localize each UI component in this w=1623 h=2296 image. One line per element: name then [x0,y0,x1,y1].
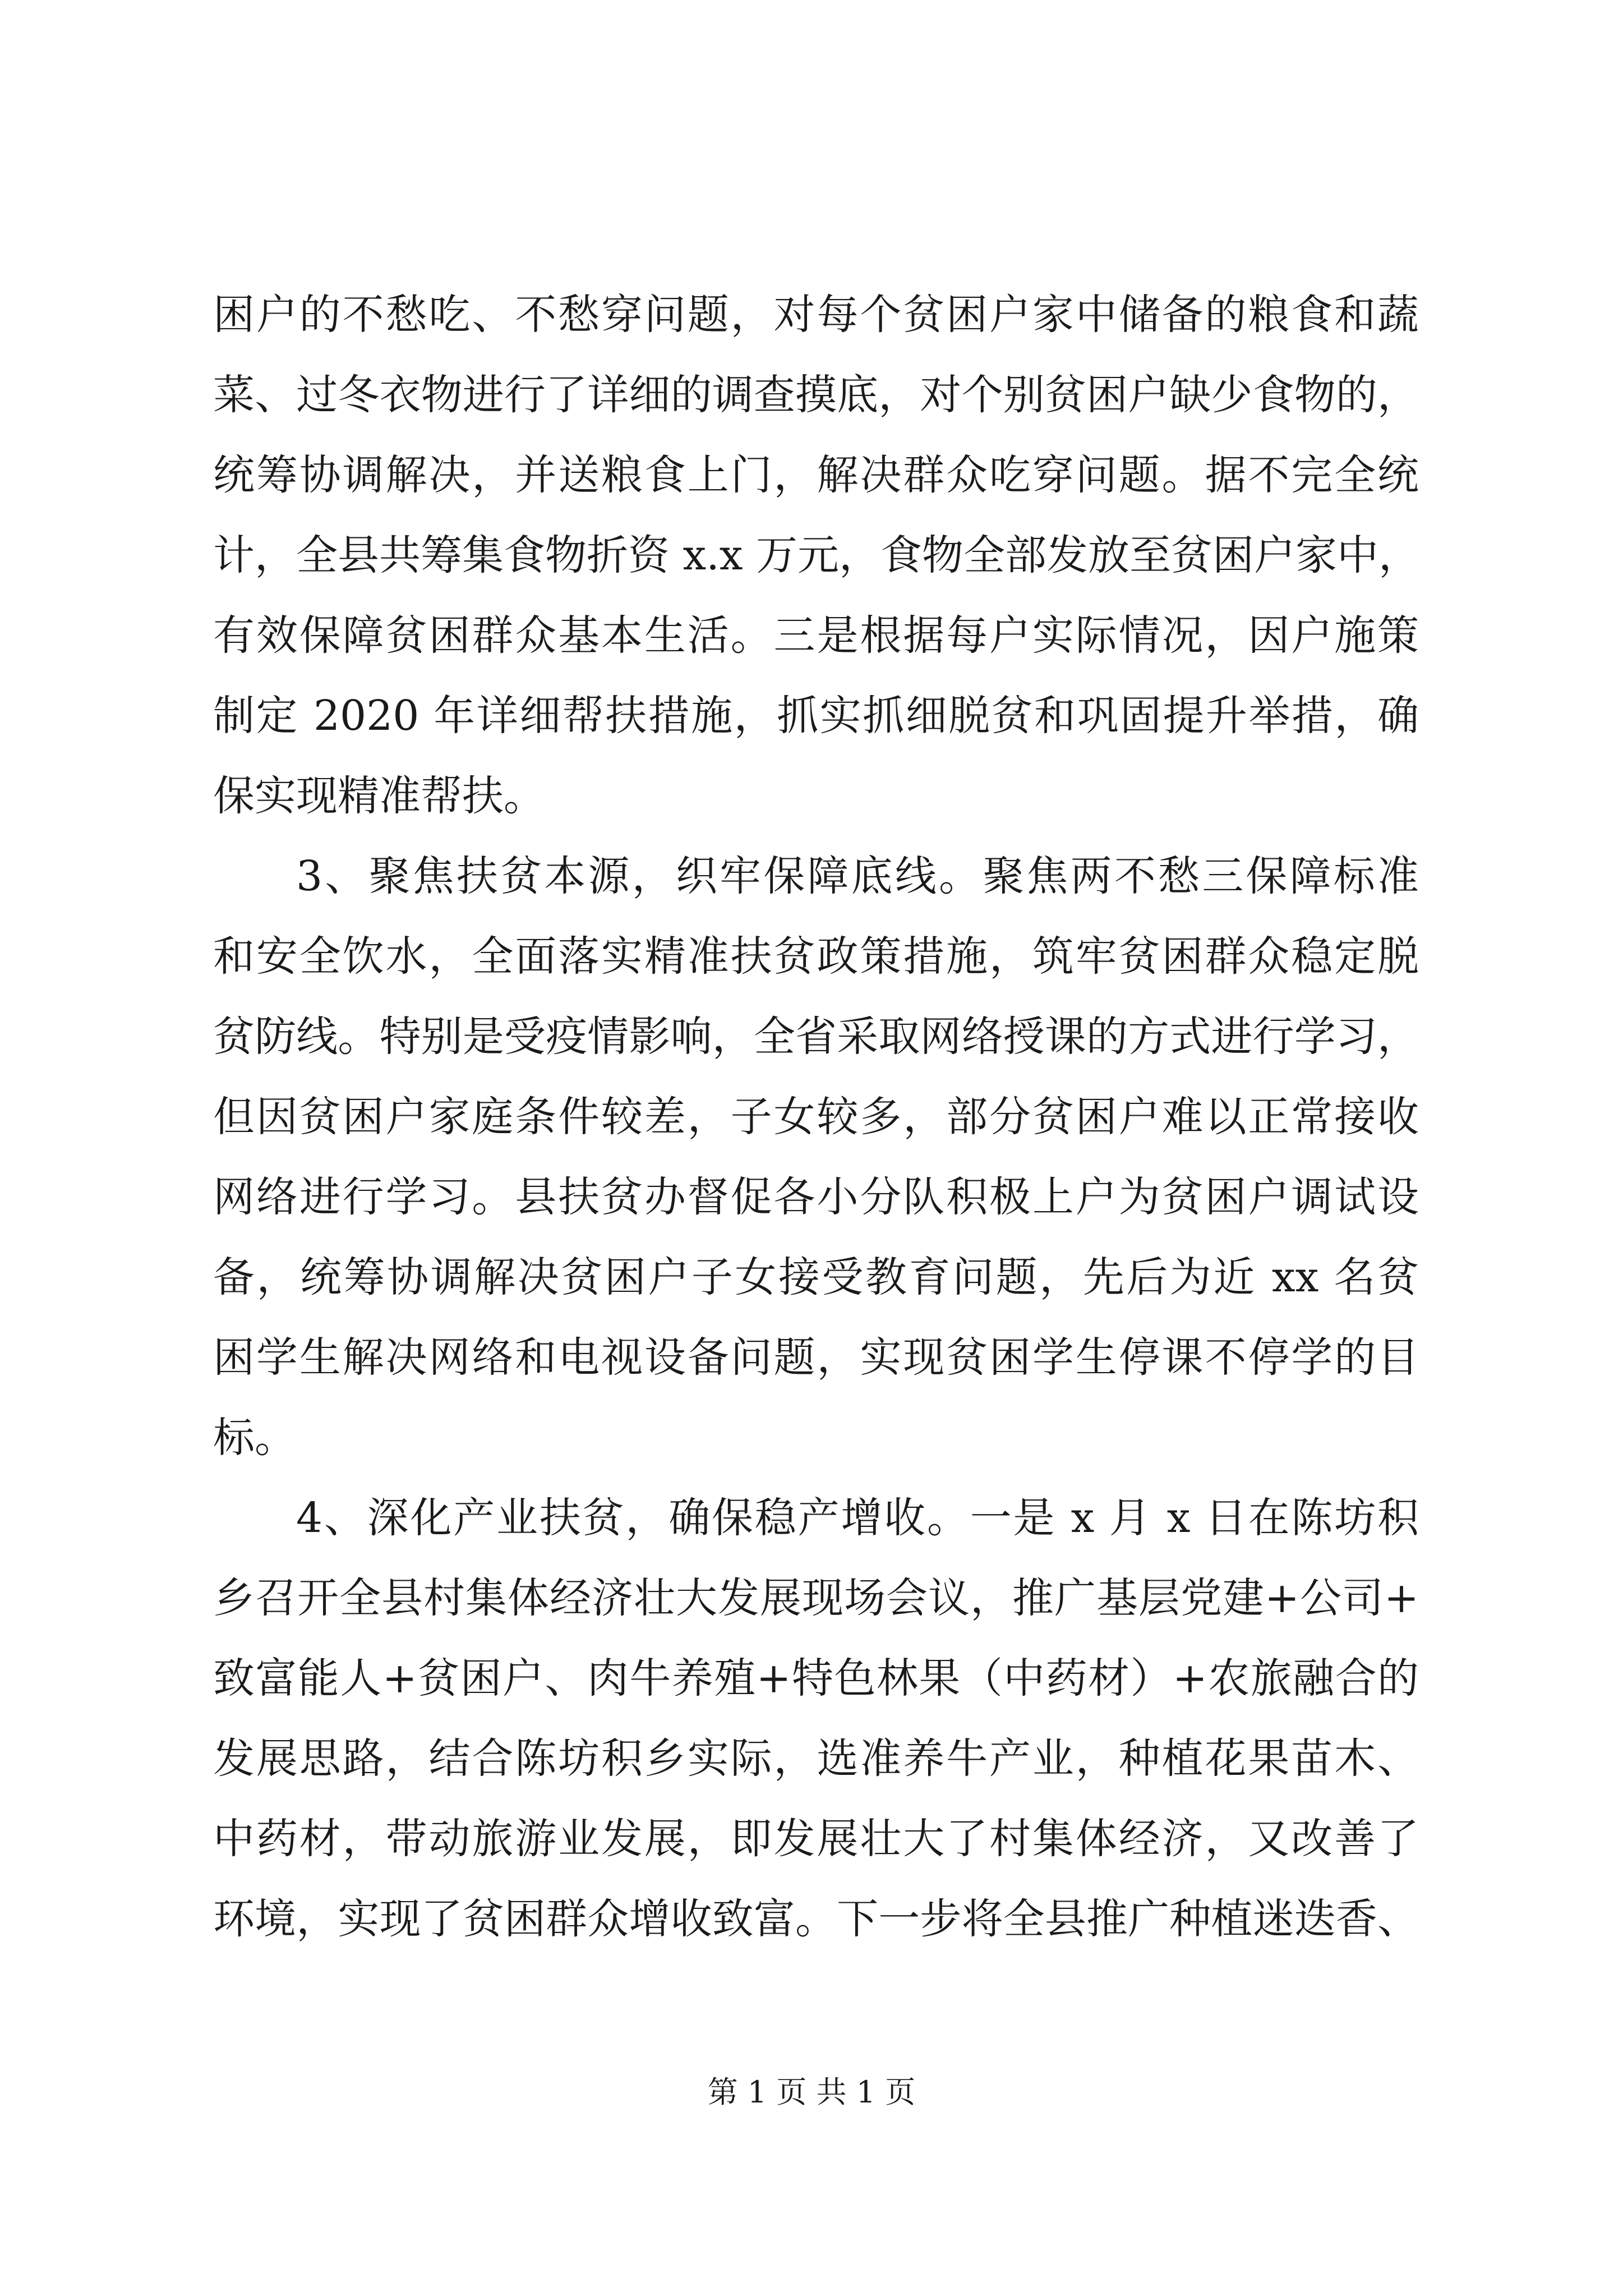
text-line: 致富能人+贫困户、肉牛养殖+特色林果（中药材）+农旅融合的 [213,1654,1419,1703]
page-number-label: 第 1 页 共 1 页 [707,2074,916,2110]
text-line: 保实现精准帮扶。 [213,772,545,820]
text-line: 发展思路，结合陈坊积乡实际，选准养牛产业，种植花果苗木、 [213,1734,1419,1783]
text-line: 和安全饮水，全面落实精准扶贫政策措施，筑牢贫困群众稳定脱 [213,932,1419,981]
text-line: 统筹协调解决，并送粮食上门，解决群众吃穿问题。据不完全统 [213,451,1419,499]
text-line: 备，统筹协调解决贫困户子女接受教育问题，先后为近 xx 名贫 [213,1253,1419,1301]
text-line: 困户的不愁吃、不愁穿问题，对每个贫困户家中储备的粮食和蔬 [213,291,1419,339]
text-line: 菜、过冬衣物进行了详细的调查摸底，对个别贫困户缺少食物的， [213,371,1419,419]
text-line: 但因贫困户家庭条件较差，子女较多，部分贫困户难以正常接收 [213,1093,1419,1141]
text-line: 中药材，带动旅游业发展，即发展壮大了村集体经济，又改善了 [213,1815,1419,1863]
text-line: 环境，实现了贫困群众增收致富。下一步将全县推广种植迷迭香、 [213,1895,1419,1943]
paragraph-heading-line: 4、深化产业扶贫，确保稳产增收。一是 x 月 x 日在陈坊积 [296,1494,1419,1542]
text-line: 标。 [213,1414,296,1462]
text-line: 计，全县共筹集食物折资 x.x 万元，食物全部发放至贫困户家中， [213,531,1421,579]
text-line: 乡召开全县村集体经济壮大发展现场会议，推广基层党建+公司+ [213,1574,1419,1622]
text-line: 有效保障贫困群众基本生活。三是根据每户实际情况，因户施策 [213,611,1419,660]
page-footer [0,2070,1623,2115]
document-body [213,275,1419,1959]
text-line: 困学生解决网络和电视设备问题，实现贫困学生停课不停学的目 [213,1333,1419,1382]
text-line: 网络进行学习。县扶贫办督促各小分队积极上户为贫困户调试设 [213,1173,1419,1221]
paragraph-heading-line: 3、聚焦扶贫本源，织牢保障底线。聚焦两不愁三保障标准 [296,852,1419,900]
text-line: 贫防线。特别是受疫情影响，全省采取网络授课的方式进行学习， [213,1013,1419,1061]
text-line: 制定 2020 年详细帮扶措施，抓实抓细脱贫和巩固提升举措，确 [213,692,1419,740]
